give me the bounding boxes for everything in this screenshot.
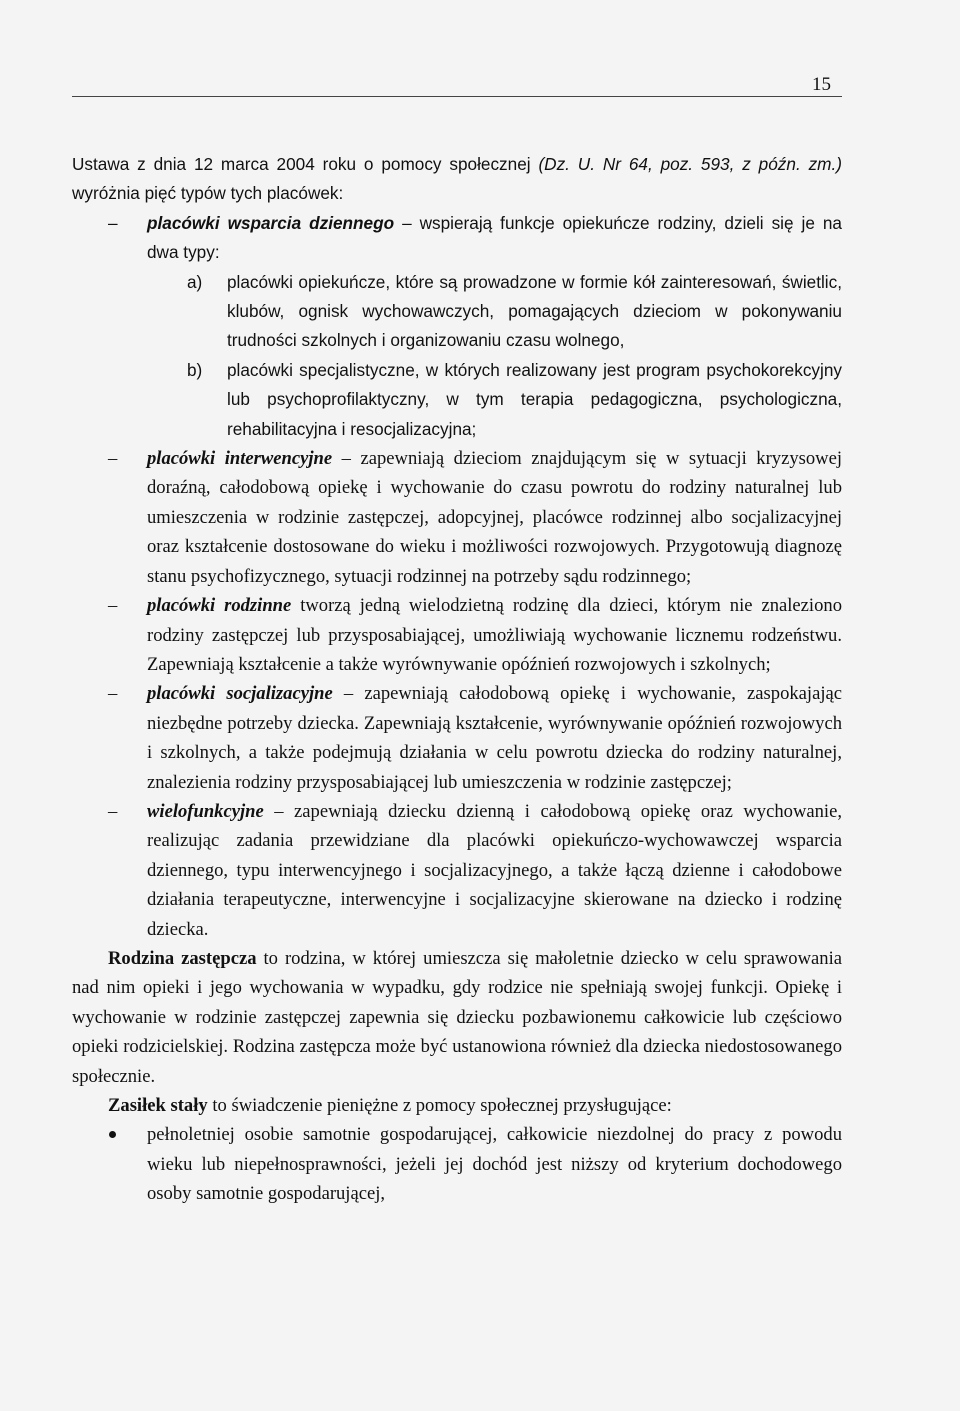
foster-text: to rodzina, w której umieszcza się małoletnie dziecko w celu sprawowania nad nim opieki i jego wychowania w wypadku, gdy rodzice nie spełniają swojej funkcji. Opiekę i wychowanie w rodzinie zastępczej zapewnia się dziecku pozbawionemu całkowicie lub częściowo opieki rodzicielskiej. Rodzina zastępcza może być ustanowiona również dla dziecka niedostosowanego społecznie. xyxy=(72,947,842,1087)
type-item xyxy=(72,591,842,679)
type-item xyxy=(72,444,842,591)
intro-text-after: wyróżnia pięć typów tych placówek: xyxy=(72,183,344,204)
intro-citation: (Dz. U. Nr 64, poz. 593, z późn. zm.) xyxy=(538,154,842,174)
dash-marker: – xyxy=(108,448,118,470)
subtype-text: placówki specjalistyczne, w których realizowany jest program psychokorekcyjny lub psychoprofilaktyczny, w tym terapia pedagogiczna, psychologiczna, rehabilitacyjna i resocjalizacyjna; xyxy=(227,359,842,439)
type-text: – zapewniają dzieciom znajdującym się w sytuacji kryzysowej doraźną, całodobową opiekę i wychowanie do czasu powrotu do rodziny naturalnej lub umieszczenia w rodzinie zastępczej, adopcyjnej, placówce rodzinnej albo socjalizacyjnej oraz kształcenie dostosowane do wieku i możliwości rozwojowych. Przygotowują diagnozę stanu psychofizycznego, sytuacji rodzinnej na potrzeby sądu rodzinnego; xyxy=(147,448,842,587)
type-item xyxy=(72,209,842,268)
type-item xyxy=(72,797,842,944)
allowance-text: to świadczenie pieniężne z pomocy społecznej przysługujące: xyxy=(207,1095,672,1116)
foster-term: Rodzina zastępcza xyxy=(108,947,257,969)
dash-marker: – xyxy=(108,212,118,233)
type-text: – zapewniają całodobową opiekę i wychowanie, zaspokajając niezbędne potrzeby dziecka. Zapewniają kształcenie, wyrównywanie opóźnień rozwojowych i szkolnych, a także podejmują działania w celu powrotu dziecka do rodziny naturalnej, znalezienia rodziny przysposabiającej lub umieszczenia w rodzinie zastępczej; xyxy=(147,683,843,793)
intro-text: Ustawa z dnia 12 marca 2004 roku o pomocy społecznej xyxy=(72,154,539,174)
foster-paragraph xyxy=(72,944,842,1091)
page-body xyxy=(72,150,842,1209)
page-number: 15 xyxy=(812,74,831,95)
subtype-text: placówki opiekuńcze, które są prowadzone w formie kół zainteresowań, świetlic, klubów, ognisk wychowawczych, pomagających dzieciom w pokonywaniu trudności szkolnych i organizowaniu czasu wolnego, xyxy=(227,271,842,351)
allowance-term: Zasiłek stały xyxy=(108,1095,208,1116)
subtype-marker: a) xyxy=(187,271,203,292)
type-term: placówki rodzinne xyxy=(147,595,292,617)
type-text: tworzą jedną wielodzietną rodzinę dla dzieci, którym nie znaleziono rodziny zastępczej lub przysposabiającej, umożliwiają wychowanie licznemu rodzeństwu. Zapewniają kształcenie a także wyrównywanie opóźnień rozwojowych i szkolnych; xyxy=(147,595,842,675)
subtype-item xyxy=(72,356,842,444)
type-term: placówki wsparcia dziennego xyxy=(147,212,395,233)
dash-marker: – xyxy=(108,683,118,705)
dash-marker: – xyxy=(108,595,118,617)
type-term: placówki socjalizacyjne xyxy=(147,683,333,705)
allowance-bullet-item xyxy=(72,1120,842,1208)
subtype-marker: b) xyxy=(187,359,203,380)
allowance-paragraph xyxy=(72,1091,842,1120)
bullet-text: pełnoletniej osobie samotnie gospodarującej, całkowicie niezdolnej do pracy z powodu wieku lub niepełnosprawności, jeżeli jej dochód jest niższy od kryterium dochodowego osoby samotnie gospodarującej, xyxy=(147,1124,842,1205)
bullet-marker xyxy=(109,1131,116,1138)
dash-marker: – xyxy=(108,800,118,822)
type-term: wielofunkcyjne xyxy=(147,800,264,822)
type-text: – wspierają funkcje opiekuńcze rodziny, dzieli się je na dwa typy: xyxy=(147,212,842,263)
type-text: – zapewniają dziecku dzienną i całodobową opiekę oraz wychowanie, realizując zadania przewidziane dla placówki opiekuńczo-wychowawczej wsparcia dziennego, typu interwencyjnego i socjalizacyjnego, a także łączą dzienne i całodobowe działania terapeutyczne, interwencyjne i socjalizacyjne skierowane na dziecko i rodzinę dziecka. xyxy=(147,800,842,940)
header-rule xyxy=(72,96,842,97)
intro-paragraph xyxy=(72,150,842,209)
type-item xyxy=(72,679,842,797)
subtype-item xyxy=(72,268,842,356)
type-term: placówki interwencyjne xyxy=(147,448,333,470)
